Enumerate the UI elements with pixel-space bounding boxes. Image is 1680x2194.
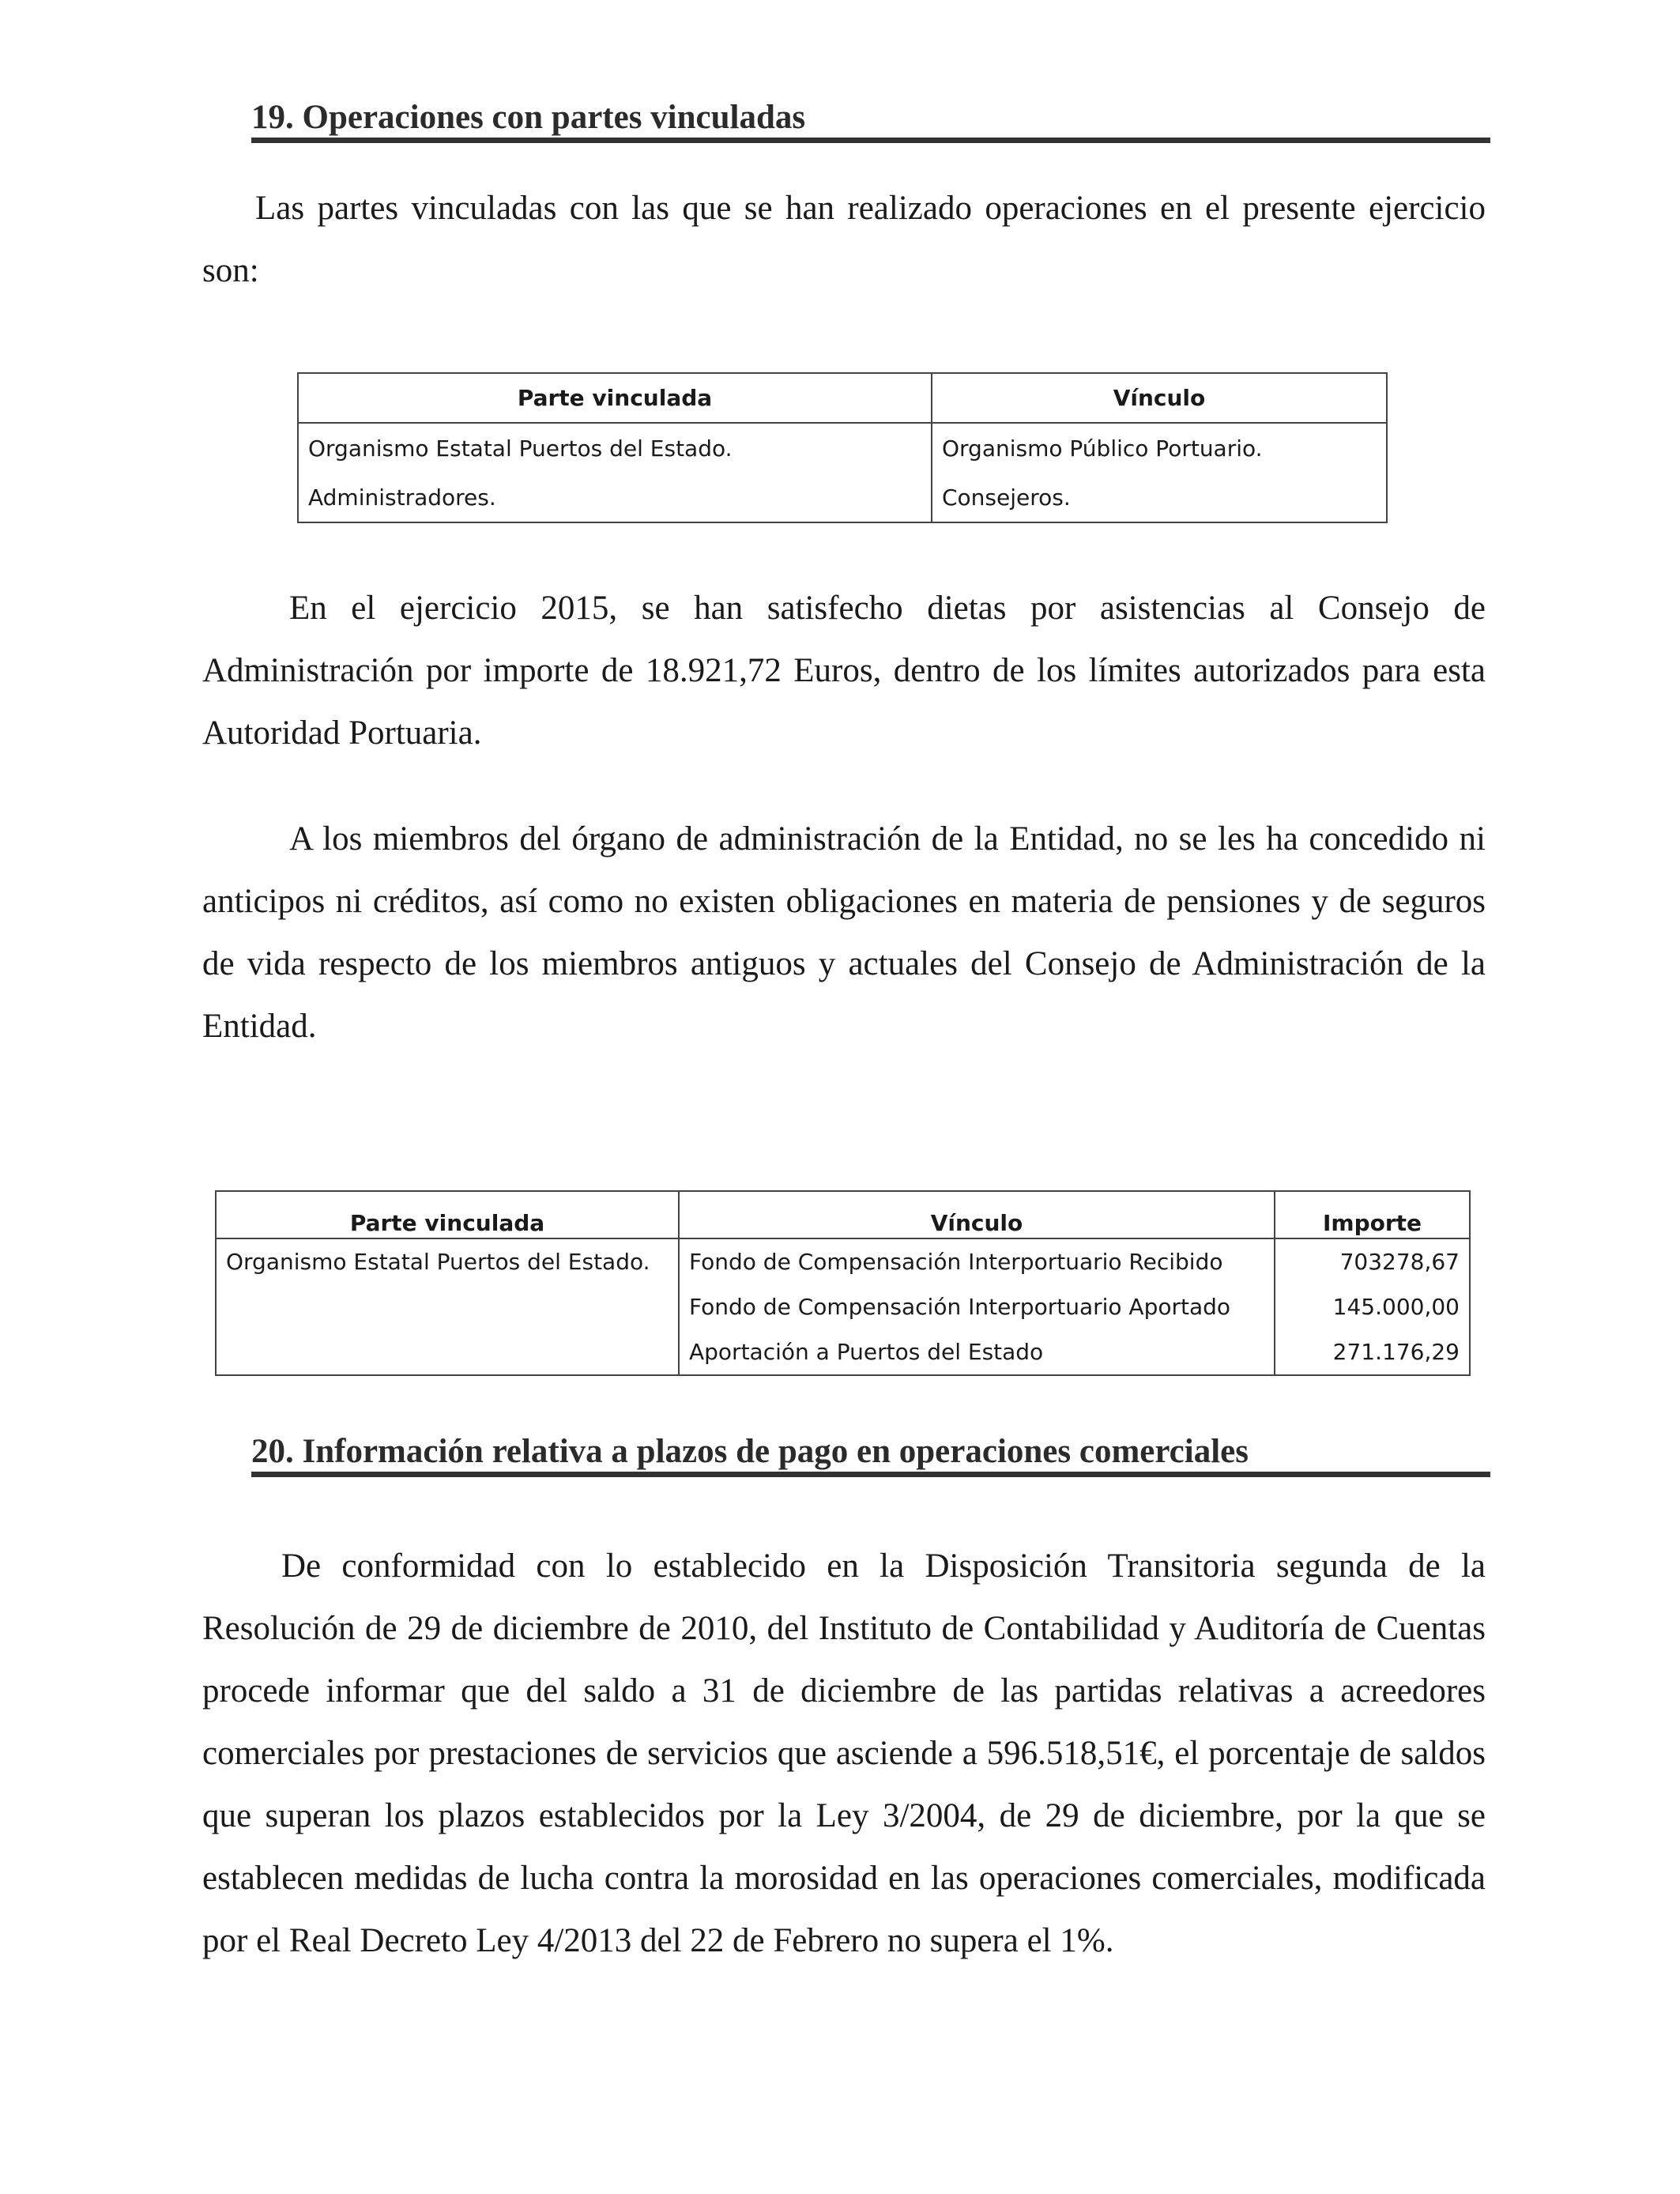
table-header-row bbox=[216, 1191, 1470, 1238]
table-row bbox=[298, 423, 1387, 473]
header-parte-vinculada: Parte vinculada bbox=[216, 1191, 679, 1238]
table-row bbox=[216, 1238, 1470, 1284]
section-19-heading: 19. Operaciones con partes vinculadas bbox=[251, 98, 1490, 143]
header-importe: Importe bbox=[1275, 1191, 1470, 1238]
table-cell bbox=[216, 1284, 679, 1329]
table-cell bbox=[216, 1329, 679, 1375]
dietas-paragraph: En el ejercicio 2015, se han satisfecho dietas por asistencias al Consejo de Administración por importe de 18.921,72 Euros, dentro de los límites autorizados para esta Autoridad Portuaria. bbox=[202, 590, 1486, 752]
section-20-heading: 20. Información relativa a plazos de pago en operaciones comerciales bbox=[251, 1432, 1490, 1477]
table-cell: Organismo Estatal Puertos del Estado. bbox=[298, 423, 932, 473]
table-cell: Fondo de Compensación Interportuario Recibido bbox=[679, 1238, 1275, 1284]
header-vinculo: Vínculo bbox=[932, 373, 1387, 423]
plazos-paragraph: De conformidad con lo establecido en la Disposición Transitoria segunda de la Resolución de 29 de diciembre de 2010, del Instituto de Contabilidad y Auditoría de Cuentas procede informar que del saldo a 31 de diciembre de las partidas relativas a acreedores comerciales por prestaciones de servicios que asciende a 596.518,51€, el porcentaje de saldos que superan los plazos establecidos por la Ley 3/2004, de 29 de diciembre, por la que se establecen medidas de lucha contra la morosidad en las operaciones comerciales, modificada por el Real Decreto Ley 4/2013 del 22 de Febrero no supera el 1%. bbox=[202, 1547, 1486, 1959]
table-cell-amount: 703278,67 bbox=[1275, 1238, 1470, 1284]
intro-paragraph: Las partes vinculadas con las que se han realizado operaciones en el presente ejercicio son: bbox=[202, 190, 1486, 289]
table-cell: Consejeros. bbox=[932, 473, 1387, 522]
header-parte-vinculada: Parte vinculada bbox=[298, 373, 932, 423]
amounts-table bbox=[215, 1190, 1471, 1376]
table-cell-amount: 145.000,00 bbox=[1275, 1284, 1470, 1329]
table-cell: Organismo Público Portuario. bbox=[932, 423, 1387, 473]
table-cell-amount: 271.176,29 bbox=[1275, 1329, 1470, 1375]
table-header-row bbox=[298, 373, 1387, 423]
table-cell: Fondo de Compensación Interportuario Aportado bbox=[679, 1284, 1275, 1329]
related-parties-table bbox=[297, 372, 1388, 523]
table-cell: Organismo Estatal Puertos del Estado. bbox=[216, 1238, 679, 1284]
table-row bbox=[216, 1329, 1470, 1375]
table-cell: Administradores. bbox=[298, 473, 932, 522]
table-cell: Aportación a Puertos del Estado bbox=[679, 1329, 1275, 1375]
table-row bbox=[216, 1284, 1470, 1329]
table-row bbox=[298, 473, 1387, 522]
miembros-paragraph: A los miembros del órgano de administración de la Entidad, no se les ha concedido ni anticipos ni créditos, así como no existen obligaciones en materia de pensiones y de seguros de vida respecto de los miembros antiguos y actuales del Consejo de Administración de la Entidad. bbox=[202, 820, 1486, 1045]
header-vinculo: Vínculo bbox=[679, 1191, 1275, 1238]
